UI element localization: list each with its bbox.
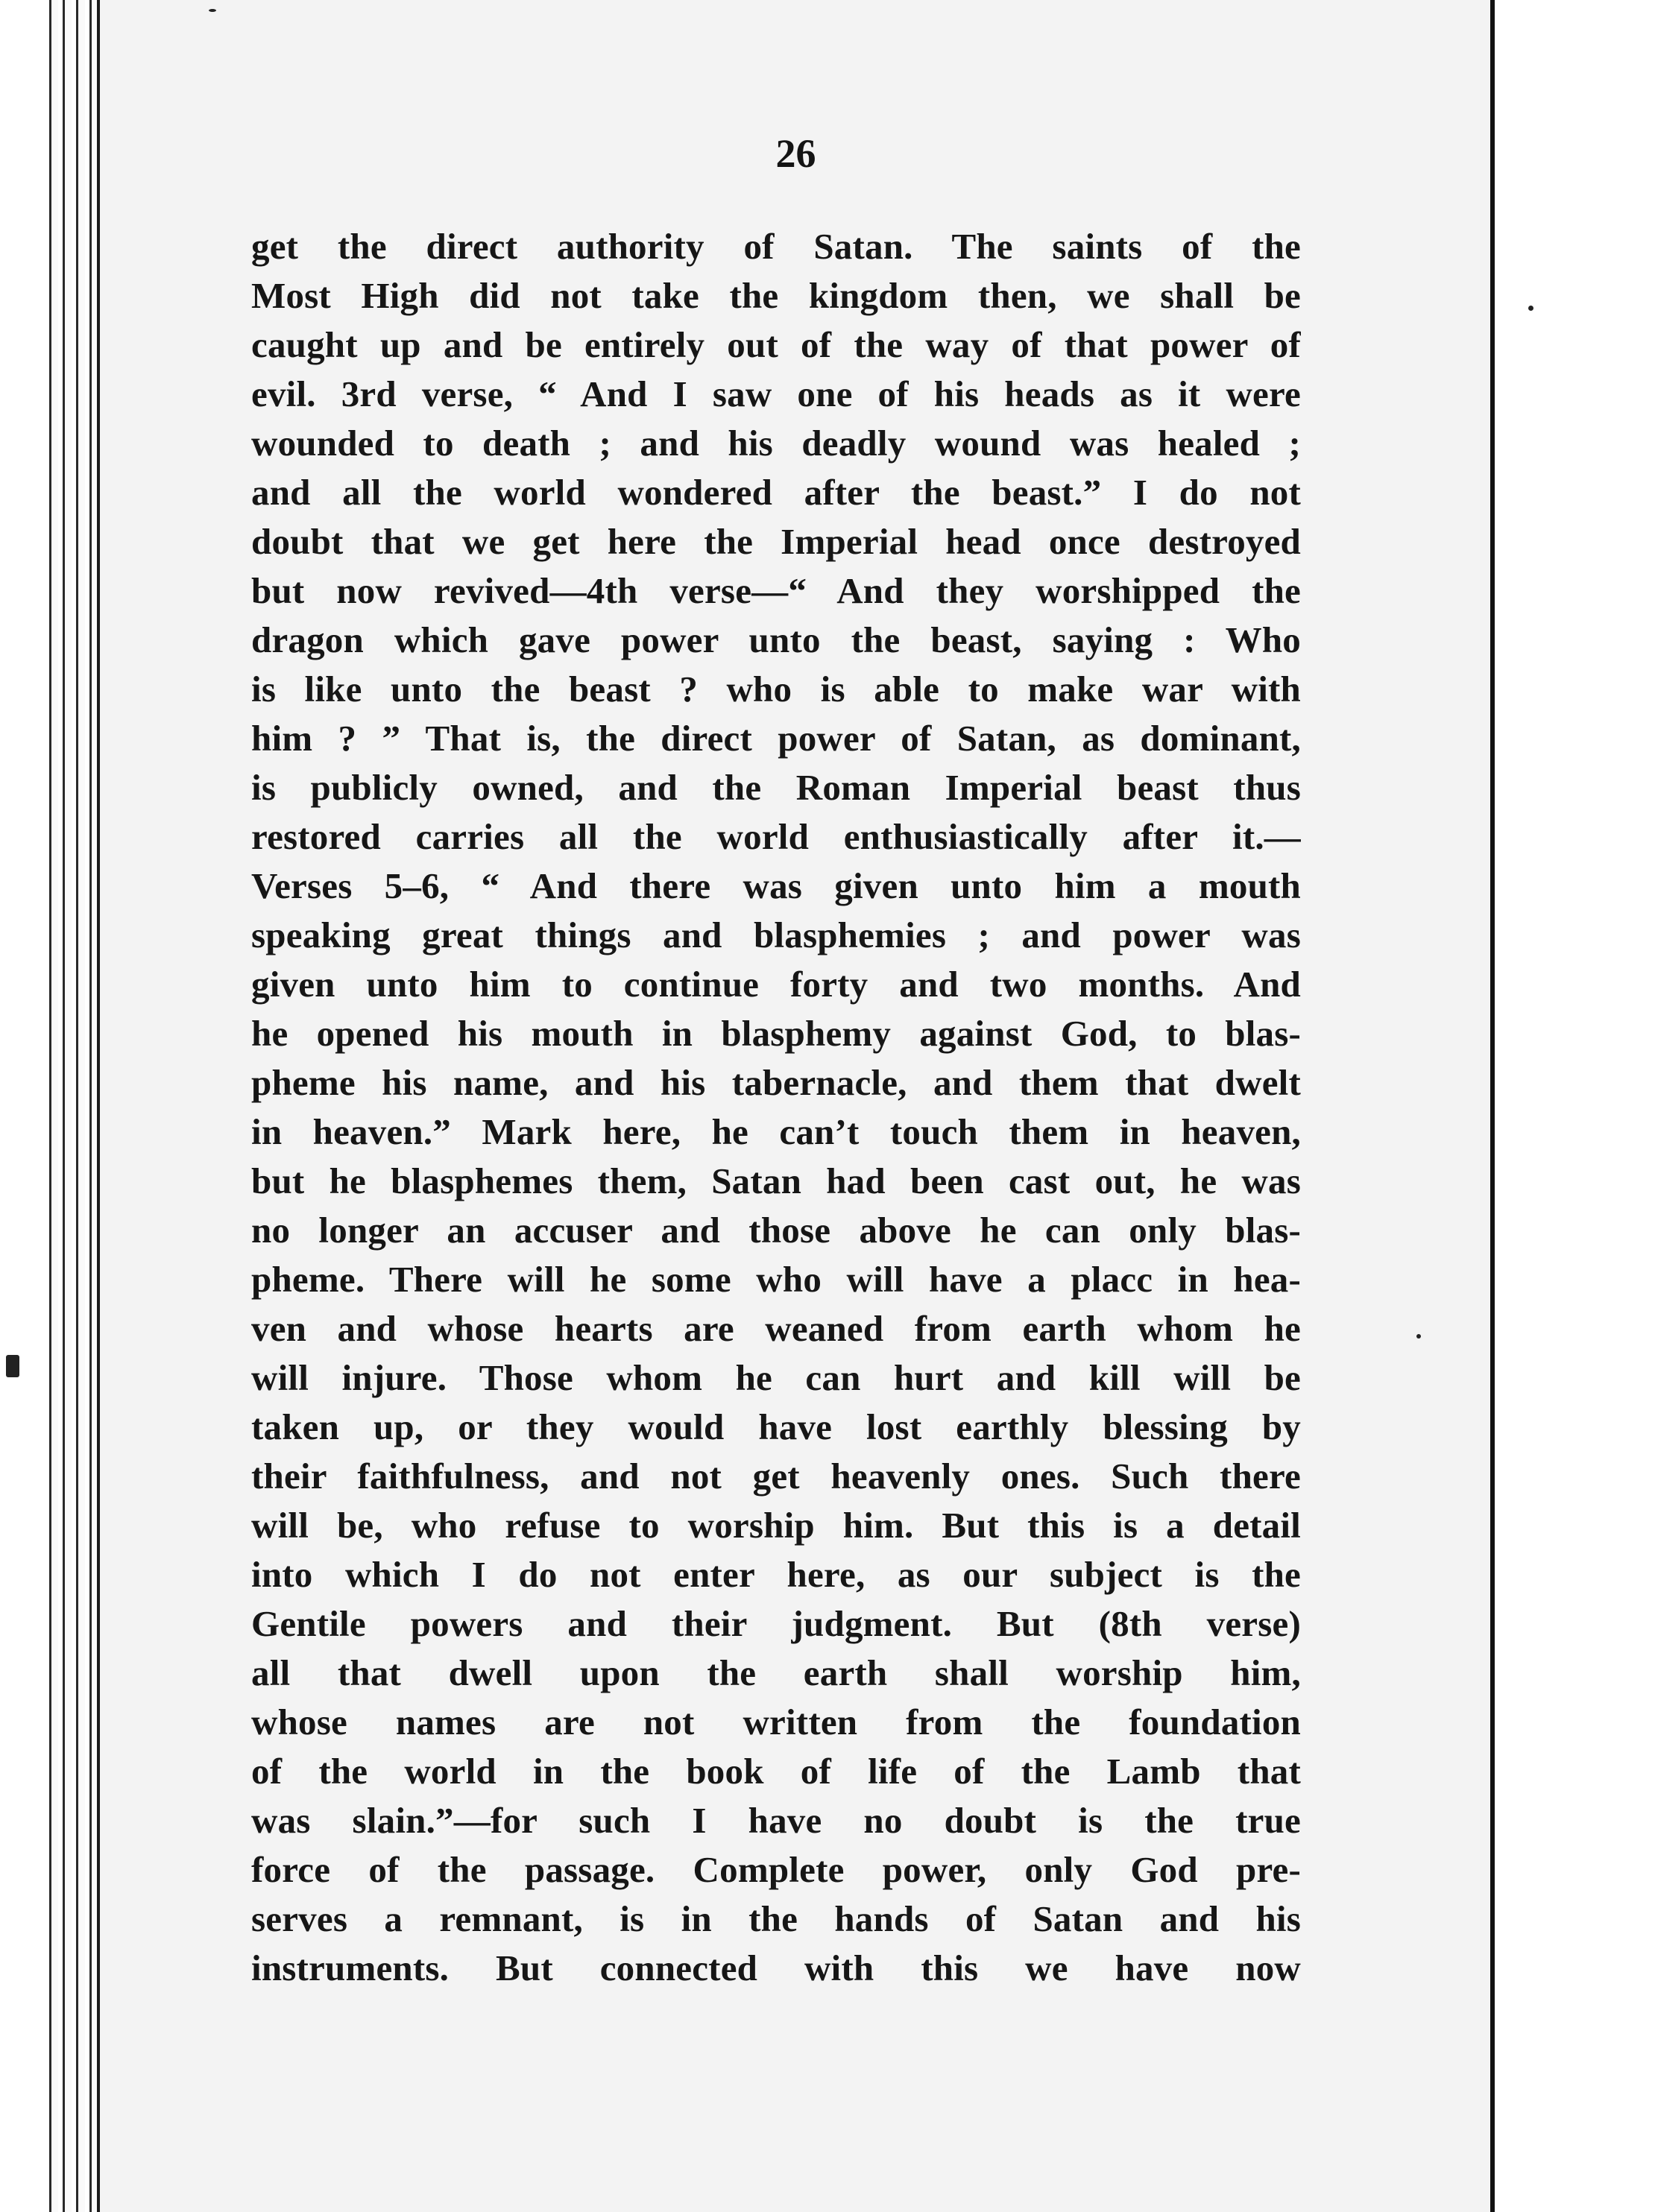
right-margin — [1495, 0, 1655, 2212]
text-line: instruments. But connected with this we have now — [251, 1947, 1301, 1988]
page-number: 26 — [775, 131, 816, 176]
text-line: all that dwell upon the earth shall worship him, — [251, 1652, 1301, 1693]
text-line: him ? ” That is, the direct power of Satan, as dominant, — [251, 718, 1301, 759]
scan-speck — [6, 1355, 19, 1377]
text-line: into which I do not enter here, as our subject is the — [251, 1554, 1301, 1595]
text-line: ven and whose hearts are weaned from earth whom he — [251, 1308, 1301, 1349]
scan-speck — [209, 9, 216, 12]
text-line: speaking great things and blasphemies ; and power was — [251, 914, 1301, 955]
text-line: doubt that we get here the Imperial head once destroyed — [251, 521, 1301, 562]
text-line: was slain.”—for such I have no doubt is the true — [251, 1800, 1301, 1841]
text-line: Verses 5–6, “ And there was given unto him a mouth — [251, 865, 1301, 906]
text-line: wounded to death ; and his deadly wound was healed ; — [251, 423, 1301, 464]
text-line: and all the world wondered after the beast.” I do not — [251, 472, 1301, 513]
text-line: he opened his mouth in blasphemy against God, to blas- — [251, 1013, 1301, 1054]
text-line: evil. 3rd verse, “ And I saw one of his heads as it were — [251, 373, 1301, 414]
text-line: will be, who refuse to worship him. But this is a detail — [251, 1505, 1301, 1546]
text-line: in heaven.” Mark here, he can’t touch them in heaven, — [251, 1111, 1301, 1152]
text-line: but he blasphemes them, Satan had been cast out, he was — [251, 1160, 1301, 1201]
text-line: Gentile powers and their judgment. But (8th verse) — [251, 1603, 1301, 1644]
book-binding-edge — [45, 0, 97, 2212]
text-line: restored carries all the world enthusiastically after it.— — [251, 816, 1301, 857]
text-line: pheme his name, and his tabernacle, and them that dwelt — [251, 1062, 1301, 1103]
scan-speck — [1416, 1334, 1421, 1339]
text-line: caught up and be entirely out of the way of that power of — [251, 324, 1301, 365]
text-line: pheme. There will he some who will have a placc in hea- — [251, 1259, 1301, 1300]
text-line: given unto him to continue forty and two months. And — [251, 964, 1301, 1005]
scan-speck — [1528, 306, 1533, 311]
text-line: of the world in the book of life of the Lamb that — [251, 1751, 1301, 1792]
text-line: their faithfulness, and not get heavenly ones. Such there — [251, 1456, 1301, 1497]
text-line: will injure. Those whom he can hurt and kill will be — [251, 1357, 1301, 1398]
text-line: no longer an accuser and those above he can only blas- — [251, 1210, 1301, 1251]
text-line: serves a remnant, is in the hands of Satan and his — [251, 1898, 1301, 1939]
text-line: but now revived—4th verse—“ And they worshipped the — [251, 570, 1301, 611]
text-line: Most High did not take the kingdom then, we shall be — [251, 275, 1301, 316]
text-line: is like unto the beast ? who is able to make war with — [251, 669, 1301, 710]
text-line: is publicly owned, and the Roman Imperial beast thus — [251, 767, 1301, 808]
body-text — [251, 222, 1301, 1993]
text-line: get the direct authority of Satan. The saints of the — [251, 226, 1301, 267]
text-line: dragon which gave power unto the beast, saying : Who — [251, 619, 1301, 660]
text-line: taken up, or they would have lost earthly blessing by — [251, 1406, 1301, 1447]
text-line: whose names are not written from the foundation — [251, 1701, 1301, 1742]
text-line: force of the passage. Complete power, only God pre- — [251, 1849, 1301, 1890]
